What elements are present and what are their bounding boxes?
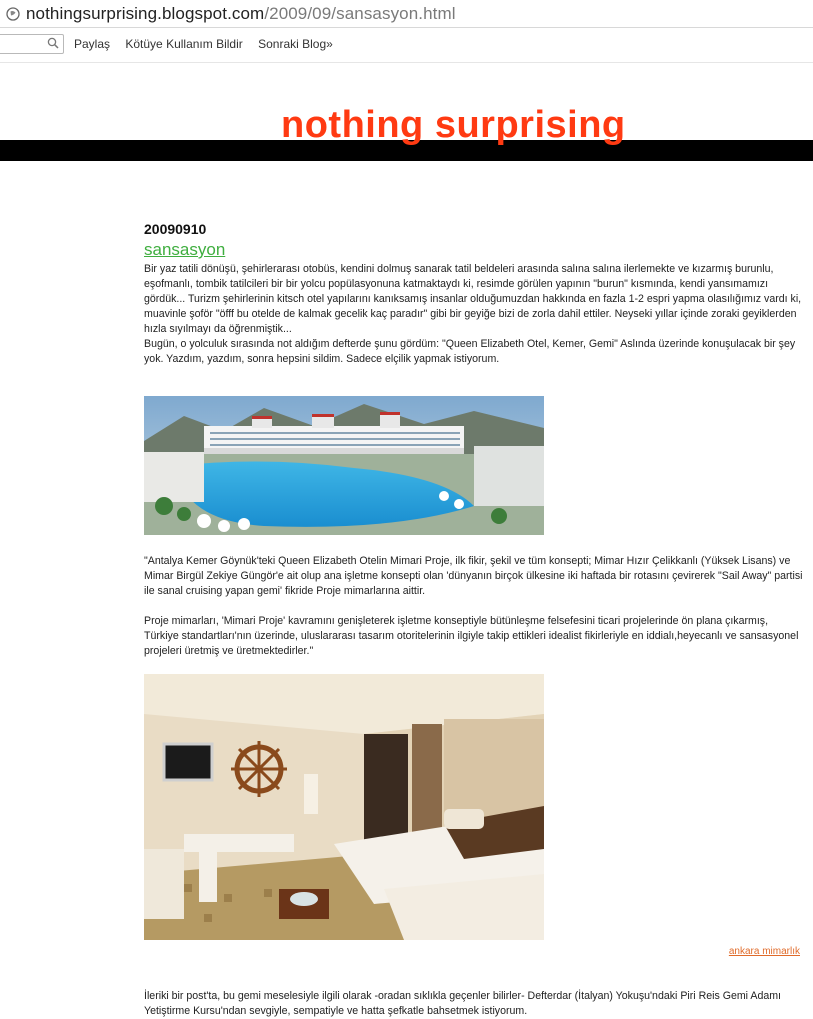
architect-quote-2: Proje mimarları, 'Mimari Proje' kavramını genişleterek işletme konseptiyle bütünleşme felsefesini ticari projelerinde ön plana çıkarmış, Türkiye standartları'nın üzerinde, uluslararası tasarım otoritelerinin ilgiyle takip ettikleri idealist fikirleriyle en iddialı,heyecanlı ve sansasyonel projeleri üretmiş ve üretmektedirler." — [144, 615, 799, 657]
url-text[interactable] — [26, 4, 456, 24]
blog-title[interactable]: nothing surprising — [281, 104, 626, 146]
hotel-exterior-photo[interactable] — [144, 396, 544, 535]
share-link[interactable]: Paylaş — [74, 37, 111, 51]
address-bar[interactable] — [0, 0, 813, 28]
post-header — [144, 221, 804, 260]
url-path: /2009/09/sansasyon.html — [264, 3, 456, 23]
url-domain: nothingsurprising.blogspot.com — [26, 3, 265, 23]
globe-icon — [6, 7, 20, 21]
next-blog-link[interactable]: Sonraki Blog» — [258, 37, 333, 51]
post-body-intro — [144, 262, 802, 367]
search-input[interactable] — [0, 34, 64, 54]
post-paragraph-3: İleriki bir post'ta, bu gemi meselesiyle ilgili olarak -oradan sıklıkla geçenler bilirler- Defterdar (İtalyan) Yokuşu'ndaki Piri Reis Gemi Adamı Yetiştirme Kursu'ndan sevgiyle, sempatiyle ve hatta şefkatle bahsetmek istiyorum. — [144, 990, 781, 1017]
post-title[interactable]: sansasyon — [144, 240, 226, 259]
blogger-navbar — [0, 28, 813, 63]
navbar-links — [74, 37, 345, 51]
hotel-room-photo[interactable] — [144, 674, 544, 940]
post-paragraph-1: Bir yaz tatili dönüşü, şehirlerarası otobüs, kendini dolmuş sanarak tatil beldeleri arasında salına salına ilerlemekte ve kızarmış burunlu, eşofmanlı, tombik tatilcileri bir bir yolcu popülasyonuna katmaktaydı ki, resimde görülen yapının "burun" kısmında, kendi yansımamızı gördük... Turizm şehirlerinin kitsch otel yapılarını kanıksamış insanlar olduğumuzdan hakkında en fazla 1-2 espri yapma olasılığımız vardı ki, muavinle şoför "öfff bu otelde de kalmak gecelik kaç paradır" gibi bir geyiğe bizi de zorla dahil ettiler. Neyseki yıllar içinde zoraki geyiklerden hızla sıyılmayı da öğrenmiştik... — [144, 263, 802, 335]
report-abuse-link[interactable]: Kötüye Kullanım Bildir — [125, 37, 243, 51]
architect-quote-1: "Antalya Kemer Göynük'teki Queen Elizabeth Otelin Mimari Proje, ilk fikir, şekil ve tüm konsepti; Mimar Hızır Çelikkanlı (Yüksek Lisans) ve Mimar Birgül Zekiye Güngör'e ait olup ana işletme konsepti olan 'dünyanın birçok ülkesine iki haftada bir rotasını çevirerek "Sail Away" partisi ile sanal cruising yapan gemi' fikride Proje mimarlarına aittir. — [144, 555, 803, 597]
post-date: 20090910 — [144, 221, 207, 237]
post-paragraph-2: Bugün, o yolculuk sırasında not aldığım defterde şunu gördüm: "Queen Elizabeth Otel, Kemer, Gemi" Aslında üzerinde konuşulacak bir şey yok. Yazdım, yazdım, sonra hepsini sildim. Sadece elçilik yapmak istiyorum. — [144, 338, 796, 365]
label-link-ankara-mimarlik[interactable]: ankara mimarlık — [728, 946, 800, 957]
magnifier-icon[interactable] — [47, 37, 59, 49]
